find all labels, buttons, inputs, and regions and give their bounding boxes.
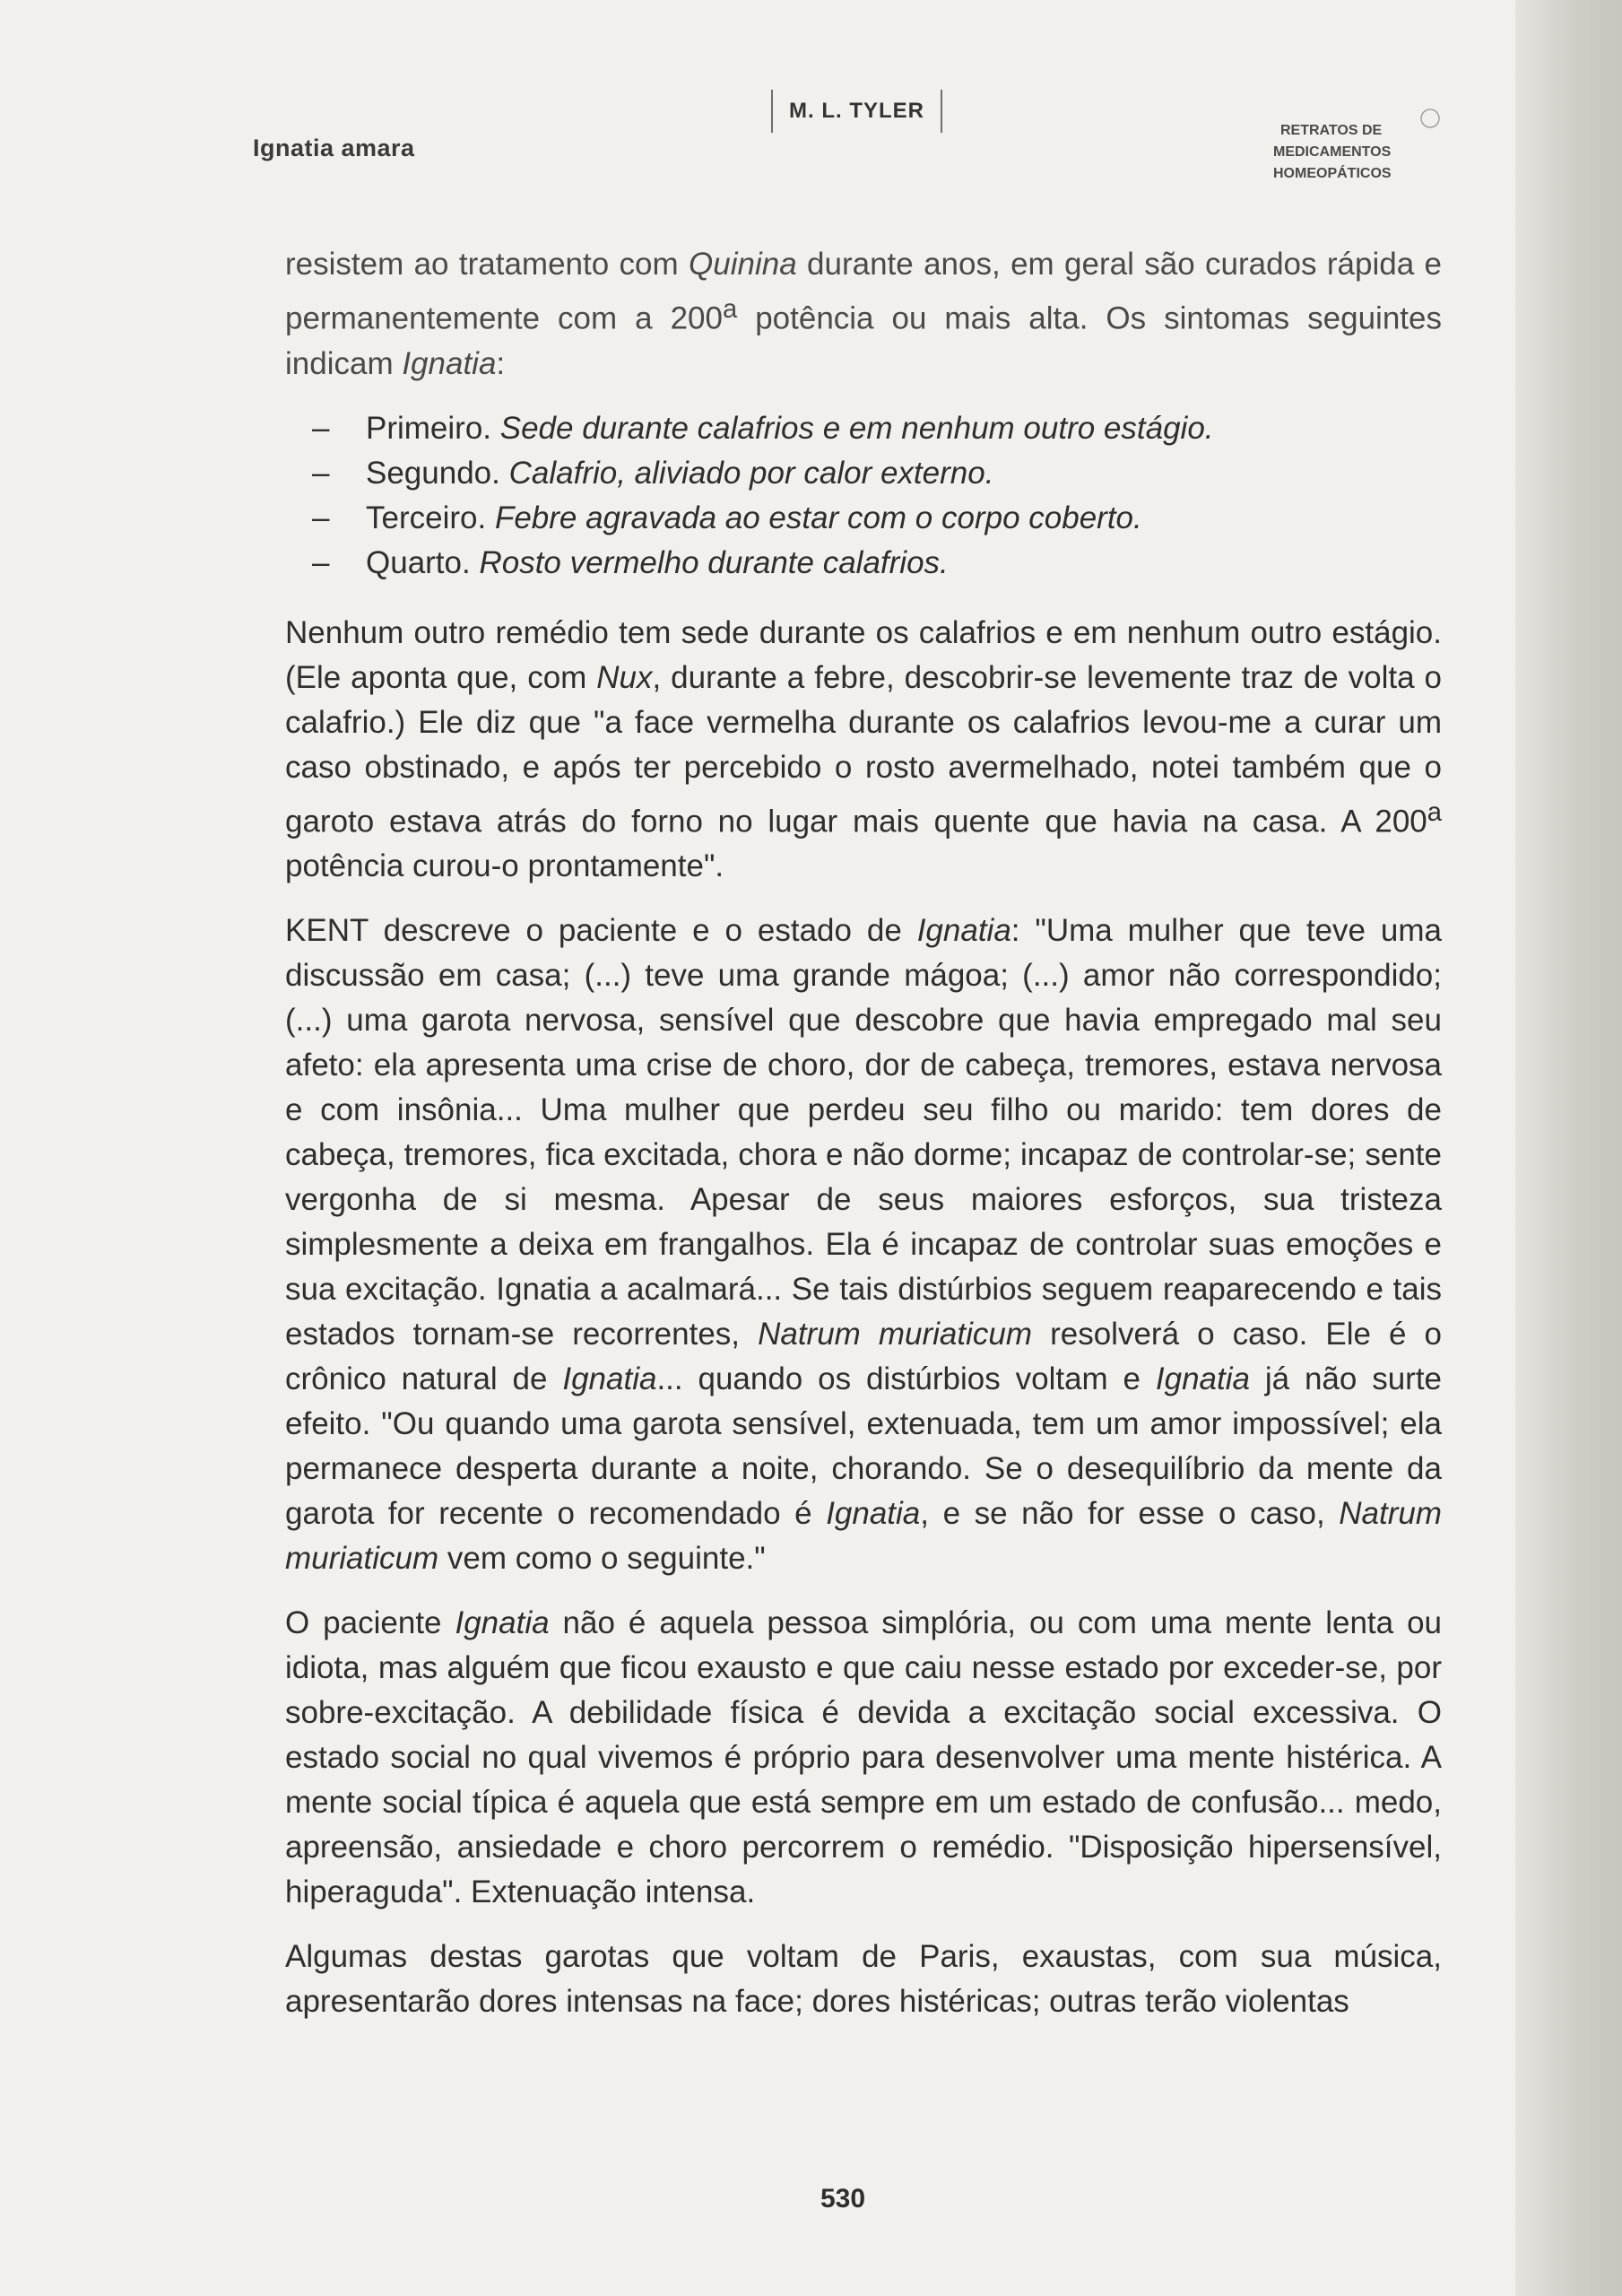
p2-italic-ignatia-1: Ignatia: [916, 913, 1011, 949]
list-item: [312, 406, 1442, 451]
logo-line-3: HOMEOPÁTICOS: [1273, 166, 1392, 181]
intro-paragraph: [285, 242, 1442, 387]
list-item-text: Calafrio, aliviado por calor externo.: [508, 455, 994, 491]
p3-italic-ignatia: Ignatia: [455, 1605, 550, 1641]
intro-text-3: potência ou mais alta. Os sintomas seguintes indicam: [285, 300, 1442, 381]
p1-text-c: potência curou-o prontamente".: [285, 848, 724, 884]
paragraph-1: [285, 611, 1442, 890]
p2-italic-ignatia-3: Ignatia: [1155, 1361, 1250, 1397]
p2-italic-ignatia-2: Ignatia: [562, 1361, 657, 1397]
list-item-label: Quarto.: [366, 544, 480, 580]
p2-italic-natrum-2: Natrum muriaticum: [285, 1496, 1442, 1577]
list-dash: –: [312, 544, 330, 580]
list-item-text: Febre agravada ao estar com o corpo coberto.: [494, 500, 1142, 535]
page-body: [285, 242, 1442, 2044]
intro-superscript: a: [723, 295, 738, 324]
p1-italic-nux: Nux: [596, 659, 653, 695]
list-dash: –: [312, 410, 330, 446]
p2-text-f: , e se não for esse o caso,: [920, 1496, 1340, 1532]
list-item: [312, 496, 1442, 541]
list-item-label: Terceiro.: [366, 500, 495, 535]
p1-text-a: Nenhum outro remédio tem sede durante os calafrios e em nenhum outro estágio. (Ele aponta que, com: [285, 614, 1442, 695]
intro-italic-quinina: Quinina: [689, 247, 797, 282]
page-edge-shadow: [1515, 0, 1622, 2296]
p2-italic-ignatia-4: Ignatia: [826, 1496, 921, 1532]
intro-italic-ignatia: Ignatia: [402, 345, 497, 381]
page-number: 530: [820, 2184, 866, 2213]
list-item: [312, 451, 1442, 496]
intro-text-4: :: [496, 345, 506, 381]
list-dash: –: [312, 455, 330, 491]
intro-text-2: durante anos, em geral são curados rápida e permanentemente com a 200: [285, 247, 1442, 336]
logo-line-2: MEDICAMENTOS: [1273, 144, 1392, 160]
logo-line-1: RETRATOS DE: [1280, 123, 1383, 138]
paragraph-3: [285, 1601, 1442, 1915]
p2-text-c: resolverá o caso. Ele é o crônico natural de: [285, 1317, 1442, 1397]
list-item-label: Primeiro.: [366, 410, 500, 446]
paragraph-4: Algumas destas garotas que voltam de Paris, exaustas, com sua música, apresentarão dores intensas na face; dores histéricas; outras terão violentas: [285, 1939, 1442, 2020]
p3-text-a: O paciente: [285, 1605, 455, 1641]
list-item: [312, 541, 1442, 586]
p1-text-b: , durante a febre, descobrir-se levemente traz de volta o calafrio.) Ele diz que "a face vermelha durante os calafrios levou-me a curar um caso obstinado, e após ter percebido o rosto avermelhado, notei também que o garoto estava atrás do forno no lugar mais quente que havia na casa. A 200: [285, 659, 1442, 839]
p3-text-b: não é aquela pessoa simplória, ou com uma mente lenta ou idiota, mas alguém que ficou exausto e que caiu nesse estado por exceder-se, por sobre-excitação. A debilidade física é devida a excitação social excessiva. O estado social no qual vivemos é próprio para desenvolver uma mente histérica. A mente social típica é aquela que está sempre em um estado de confusão... medo, apreensão, ansiedade e choro percorrem o remédio. "Disposição hipersensível, hiperaguda". Extenuação intensa.: [285, 1605, 1442, 1910]
paragraph-2: [285, 909, 1442, 1581]
logo-circle-mark: [1421, 109, 1439, 127]
symptom-list: [285, 406, 1442, 586]
list-item-label: Segundo.: [366, 455, 509, 491]
p2-text-a: KENT descreve o paciente e o estado de: [285, 913, 917, 949]
running-header-section: Ignatia amara: [253, 135, 415, 161]
running-header-author: M. L. TYLER: [771, 90, 942, 133]
p2-text-b: : "Uma mulher que teve uma discussão em casa; (...) teve uma grande mágoa; (...) amor não correspondido; (...) uma garota nervosa, sensível que descobre que havia empregado mal seu afeto: ela apresenta uma crise de choro, dor de cabeça, tremores, estava nervosa e com insônia... Uma mulher que perdeu seu filho ou marido: tem dores de cabeça, tremores, fica excitada, chora e não dorme; incapaz de controlar-se; sente vergonha de si mesma. Apesar de seus maiores esforços, sua tristeza simplesmente a deixa em frangalhos. Ela é incapaz de controlar suas emoções e sua excitação. Ignatia a acalmará... Se tais distúrbios seguem reaparecendo e tais estados tornam-se recorrentes,: [285, 913, 1442, 1352]
list-item-text: Rosto vermelho durante calafrios.: [479, 544, 949, 580]
list-dash: –: [312, 500, 330, 535]
list-item-text: Sede durante calafrios e em nenhum outro estágio.: [499, 410, 1214, 446]
p2-italic-natrum-1: Natrum muriaticum: [758, 1317, 1033, 1352]
intro-text-1: resistem ao tratamento com: [285, 247, 690, 282]
series-logo: [1273, 100, 1444, 199]
p2-text-g: vem como o seguinte.": [438, 1541, 766, 1577]
p2-text-e: já não surte efeito. "Ou quando uma garota sensível, extenuada, tem um amor impossível; ela permanece desperta durante a noite, chorando. Se o desequilíbrio da mente da garota for recente o recomendado é: [285, 1361, 1443, 1532]
p2-text-d: ... quando os distúrbios voltam e: [656, 1361, 1156, 1397]
p1-superscript: a: [1427, 797, 1442, 827]
